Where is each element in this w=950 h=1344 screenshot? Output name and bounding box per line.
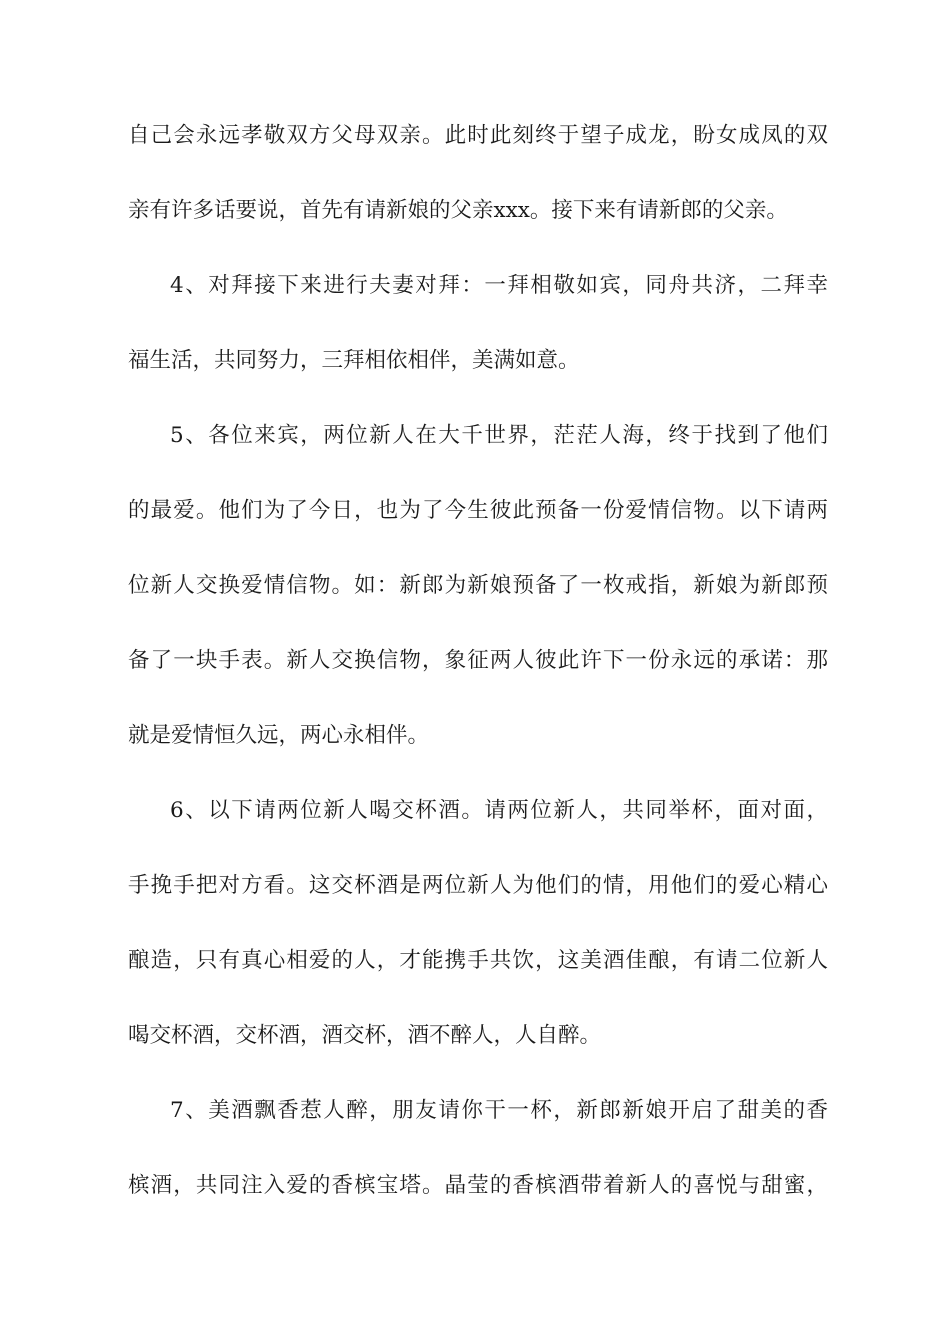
text-line: 4、对拜接下来进行夫妻对拜：一拜相敬如宾，同舟共济，二拜幸 <box>170 273 828 298</box>
text-line: 亲有许多话要说，首先有请新娘的父亲xxx。接下来有请新郎的父亲。 <box>128 198 788 223</box>
text-line: 5、各位来宾，两位新人在大千世界，茫茫人海，终于找到了他们 <box>170 423 828 448</box>
text-line: 就是爱情恒久远，两心永相伴。 <box>128 723 430 748</box>
text-line: 槟酒，共同注入爱的香槟宝塔。晶莹的香槟酒带着新人的喜悦与甜蜜， <box>128 1173 828 1198</box>
text-line: 酿造，只有真心相爱的人，才能携手共饮，这美酒佳酿，有请二位新人 <box>128 948 828 973</box>
text-line: 备了一块手表。新人交换信物，象征两人彼此许下一份永远的承诺：那 <box>128 648 828 673</box>
text-line: 手挽手把对方看。这交杯酒是两位新人为他们的情，用他们的爱心精心 <box>128 873 828 898</box>
text-line: 7、美酒飘香惹人醉，朋友请你干一杯，新郎新娘开启了甜美的香 <box>170 1098 828 1123</box>
text-line: 福生活，共同努力，三拜相依相伴，美满如意。 <box>128 348 580 373</box>
text-line: 6、以下请两位新人喝交杯酒。请两位新人，共同举杯，面对面， <box>170 798 828 823</box>
text-line: 位新人交换爱情信物。如：新郎为新娘预备了一枚戒指，新娘为新郎预 <box>128 573 828 598</box>
text-line: 自己会永远孝敬双方父母双亲。此时此刻终于望子成龙，盼女成凤的双 <box>128 123 828 148</box>
text-line: 喝交杯酒，交杯酒，酒交杯，酒不醉人，人自醉。 <box>128 1023 602 1048</box>
text-line: 的最爱。他们为了今日，也为了今生彼此预备一份爱情信物。以下请两 <box>128 498 828 523</box>
